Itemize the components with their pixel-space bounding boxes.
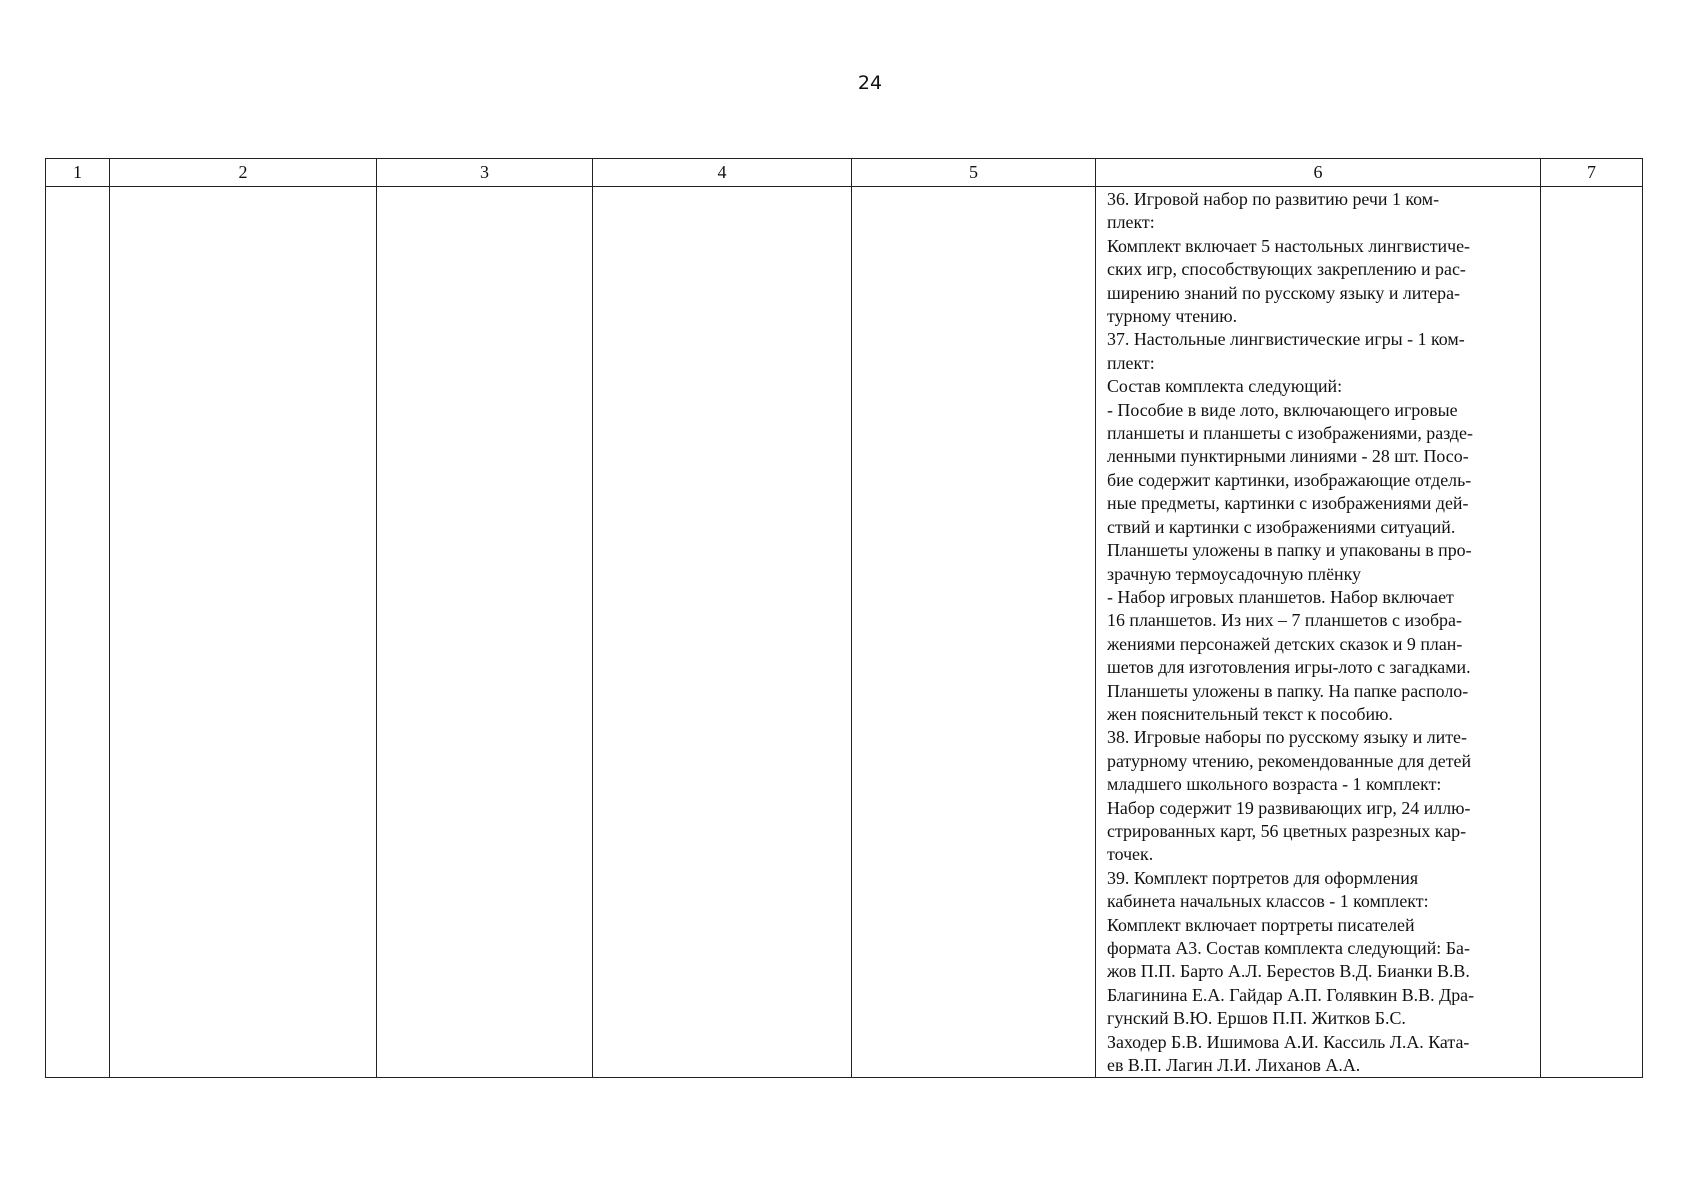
cell-col-7 xyxy=(1541,187,1643,1078)
cell-col-4 xyxy=(593,187,852,1078)
text-line: Планшеты уложены в папку и упакованы в про- xyxy=(1107,540,1472,561)
table-row xyxy=(46,187,1643,1078)
text-line: 36. Игровой набор по развитию речи 1 ком- xyxy=(1107,189,1440,209)
col-header-6: 6 xyxy=(1096,159,1541,187)
text-line: бие содержит картинки, изображающие отдель- xyxy=(1107,469,1472,490)
text-line: 16 планшетов. Из них – 7 планшетов с изобра- xyxy=(1107,610,1462,631)
text-line: турному чтению. xyxy=(1107,306,1238,327)
col-header-1: 1 xyxy=(46,159,110,187)
text-line: - Пособие в виде лото, включающего игровые xyxy=(1107,399,1458,420)
col-header-4: 4 xyxy=(593,159,852,187)
text-line: 39. Комплект портретов для оформления xyxy=(1107,867,1419,888)
cell-col-2 xyxy=(110,187,377,1078)
col-header-3: 3 xyxy=(377,159,593,187)
text-line: жен пояснительный текст к пособию. xyxy=(1107,703,1393,724)
text-line: ные предметы, картинки с изображениями дей- xyxy=(1107,493,1469,514)
header-row xyxy=(46,159,1643,187)
text-line: младшего школьного возраста - 1 комплект: xyxy=(1107,774,1442,795)
text-line: жов П.П. Барто А.Л. Берестов В.Д. Бианки В.В. xyxy=(1107,961,1470,982)
text-line: ратурному чтению, рекомендованные для детей xyxy=(1107,750,1472,771)
text-line: Благинина Е.А. Гайдар А.П. Голявкин В.В. Дра- xyxy=(1107,984,1475,1005)
text-line: 38. Игровые наборы по русскому языку и лите- xyxy=(1107,727,1467,748)
text-line: Комплект включает портреты писателей xyxy=(1107,914,1415,935)
text-line: ских игр, способствующих закреплению и рас- xyxy=(1107,259,1466,280)
col-header-2: 2 xyxy=(110,159,377,187)
text-line: шетов для изготовления игры-лото с загадками. xyxy=(1107,657,1471,678)
text-line: Набор содержит 19 развивающих игр, 24 иллю- xyxy=(1107,797,1471,818)
text-line: зрачную термоусадочную плёнку xyxy=(1107,563,1361,584)
main-table xyxy=(45,158,1643,1078)
text-line: кабинета начальных классов - 1 комплект: xyxy=(1107,891,1429,912)
col-header-5: 5 xyxy=(852,159,1096,187)
page-number: 24 xyxy=(857,72,883,94)
text-line: - Набор игровых планшетов. Набор включает xyxy=(1107,586,1454,607)
text-line: Состав комплекта следующий: xyxy=(1107,376,1343,397)
text-line: жениями персонажей детских сказок и 9 план- xyxy=(1107,633,1463,654)
text-line: формата А3. Состав комплекта следующий: Ба- xyxy=(1107,938,1470,958)
text-line: ствий и картинки с изображениями ситуаций. xyxy=(1107,516,1456,537)
col-header-7: 7 xyxy=(1541,159,1643,187)
text-line: точек. xyxy=(1107,844,1154,865)
text-line: Планшеты уложены в папку. На папке располо- xyxy=(1107,680,1469,701)
cell-col-3 xyxy=(377,187,593,1078)
text-line: планшеты и планшеты с изображениями, разде- xyxy=(1107,423,1473,444)
text-line: 37. Настольные лингвистические игры - 1 ком- xyxy=(1107,329,1465,350)
text-line: Заходер Б.В. Ишимова А.И. Кассиль Л.А. Ката- xyxy=(1107,1031,1470,1052)
cell-col-6-content xyxy=(1096,187,1541,1078)
text-line: плект: xyxy=(1107,352,1155,373)
text-line: ев В.П. Лагин Л.И. Лиханов А.А. xyxy=(1107,1055,1361,1076)
cell-col-1 xyxy=(46,187,110,1078)
cell-col-5 xyxy=(852,187,1096,1078)
text-line: стрированных карт, 56 цветных разрезных кар- xyxy=(1107,820,1467,841)
text-line: ленными пунктирными линиями - 28 шт. Посо- xyxy=(1107,446,1469,467)
text-line: плект: xyxy=(1107,212,1155,233)
text-line: Комплект включает 5 настольных лингвистиче- xyxy=(1107,235,1471,256)
text-line: ширению знаний по русскому языку и литера- xyxy=(1107,282,1460,303)
text-line: гунский В.Ю. Ершов П.П. Житков Б.С. xyxy=(1107,1008,1406,1029)
